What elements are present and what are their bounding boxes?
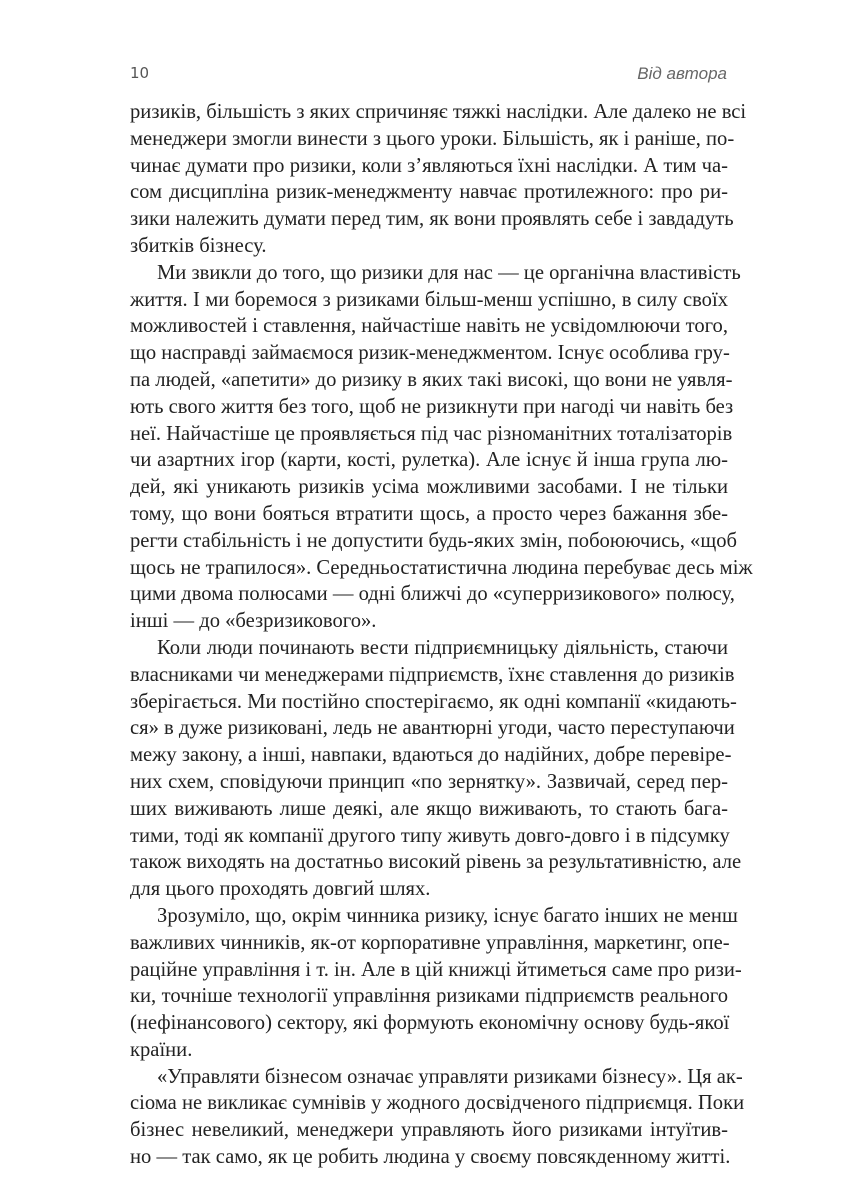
- text-line: сіома не викликає сумнівів у жодного досвідченого підприємця. Поки: [130, 1092, 745, 1115]
- text-line: можливостей і ставлення, найчастіше навіть не усвідомлюючи того,: [130, 315, 728, 338]
- text-line: межу закону, а інші, навпаки, вдаються до надійних, добре перевіре-: [130, 744, 732, 767]
- text-line: Ми звикли до того, що ризики для нас — це органічна властивість: [157, 261, 741, 284]
- text-line: чинає думати про ризики, коли з’являються їхні наслідки. А тим ча-: [130, 154, 728, 177]
- text-line: зики належить думати перед тим, як вони проявлять себе і завдадуть: [130, 208, 734, 231]
- text-line: неї. Найчастіше це проявляється під час різноманітних тоталізаторів: [130, 422, 733, 445]
- paragraph: [130, 903, 742, 1064]
- paragraph: [130, 99, 747, 260]
- paragraph: [130, 1064, 745, 1171]
- text-line: тому, що вони бояться втратити щось, а просто через бажання збе-: [130, 502, 728, 525]
- paragraph: [130, 635, 742, 903]
- text-line: но — так само, як це робить людина у своєму повсякденному житті.: [130, 1146, 731, 1169]
- text-line: важливих чинників, як-от корпоративне управління, маркетинг, опе-: [130, 931, 730, 954]
- body-text: [130, 99, 753, 1171]
- text-line: Зрозуміло, що, окрім чинника ризику, існує багато інших не менш: [157, 904, 738, 927]
- text-line: щось не трапилося». Середньостатистична людина перебуває десь між: [130, 556, 753, 579]
- page-number: 10: [130, 64, 150, 82]
- text-line: ся» в дуже ризиковані, ледь не авантюрні угоди, часто переступаючи: [130, 717, 735, 740]
- text-line: ших виживають лише деякі, але якщо виживають, то стають бага-: [130, 797, 728, 820]
- text-line: також виходять на достатньо високий рівень за результативністю, але: [130, 851, 742, 874]
- text-line: (нефінансового) сектору, які формують економічну основу будь-якої: [130, 1012, 730, 1035]
- text-line: країни.: [130, 1038, 193, 1061]
- text-line: раційне управління і т. ін. Але в цій книжці йтиметься саме про ризи-: [130, 958, 742, 981]
- text-line: тими, тоді як компанії другого типу живуть довго-довго і в підсумку: [130, 824, 730, 847]
- text-line: Коли люди починають вести підприємницьку діяльність, стаючи: [157, 636, 728, 659]
- text-line: них схем, сповідуючи принцип «по зернятку». Зазвичай, серед пер-: [130, 770, 728, 793]
- text-line: що насправді займаємося ризик-менеджментом. Існує особлива гру-: [130, 342, 730, 365]
- text-line: ризиків, більшість з яких спричиняє тяжкі наслідки. Але далеко не всі: [130, 101, 747, 123]
- text-line: життя. І ми боремося з ризиками більш-менш успішно, в силу своїх: [130, 288, 728, 311]
- text-line: для цього проходять довгий шлях.: [130, 878, 431, 901]
- text-line: сом дисципліна ризик-менеджменту навчає протилежного: про ри-: [130, 181, 728, 204]
- text-line: ки, точніше технології управління ризиками підприємств реального: [130, 985, 728, 1008]
- text-line: ють свого життя без того, щоб не ризикнути при нагоді чи навіть без: [130, 395, 734, 418]
- text-line: бізнес невеликий, менеджери управляють його ризиками інтуїтив-: [130, 1119, 728, 1142]
- text-line: чи азартних ігор (карти, кості, рулетка). Але існує й інша група лю-: [130, 449, 728, 472]
- running-section-title: Від автора: [637, 64, 727, 83]
- text-line: власниками чи менеджерами підприємств, їхнє ставлення до ризиків: [130, 663, 735, 686]
- text-line: па людей, «апетити» до ризику в яких такі високі, що вони не уявля-: [130, 368, 733, 391]
- text-line: «Управляти бізнесом означає управляти ризиками бізнесу». Ця ак-: [157, 1065, 743, 1088]
- paragraph: [130, 260, 753, 635]
- text-line: дей, які уникають ризиків усіма можливими засобами. І не тільки: [130, 476, 728, 499]
- text-line: регти стабільність і не допустити будь-яких змін, побоюючись, «щоб: [130, 529, 737, 552]
- text-line: зберігається. Ми постійно спостерігаємо, як одні компанії «кидають-: [130, 690, 737, 713]
- text-line: цими двома полюсами — одні ближчі до «суперризикового» полюсу,: [130, 583, 735, 606]
- text-line: менеджери змогли винести з цього уроки. Більшість, як і раніше, по-: [130, 127, 735, 150]
- text-line: інші — до «безризикового».: [130, 610, 377, 633]
- text-line: збитків бізнесу.: [130, 234, 267, 257]
- running-head: [130, 64, 727, 88]
